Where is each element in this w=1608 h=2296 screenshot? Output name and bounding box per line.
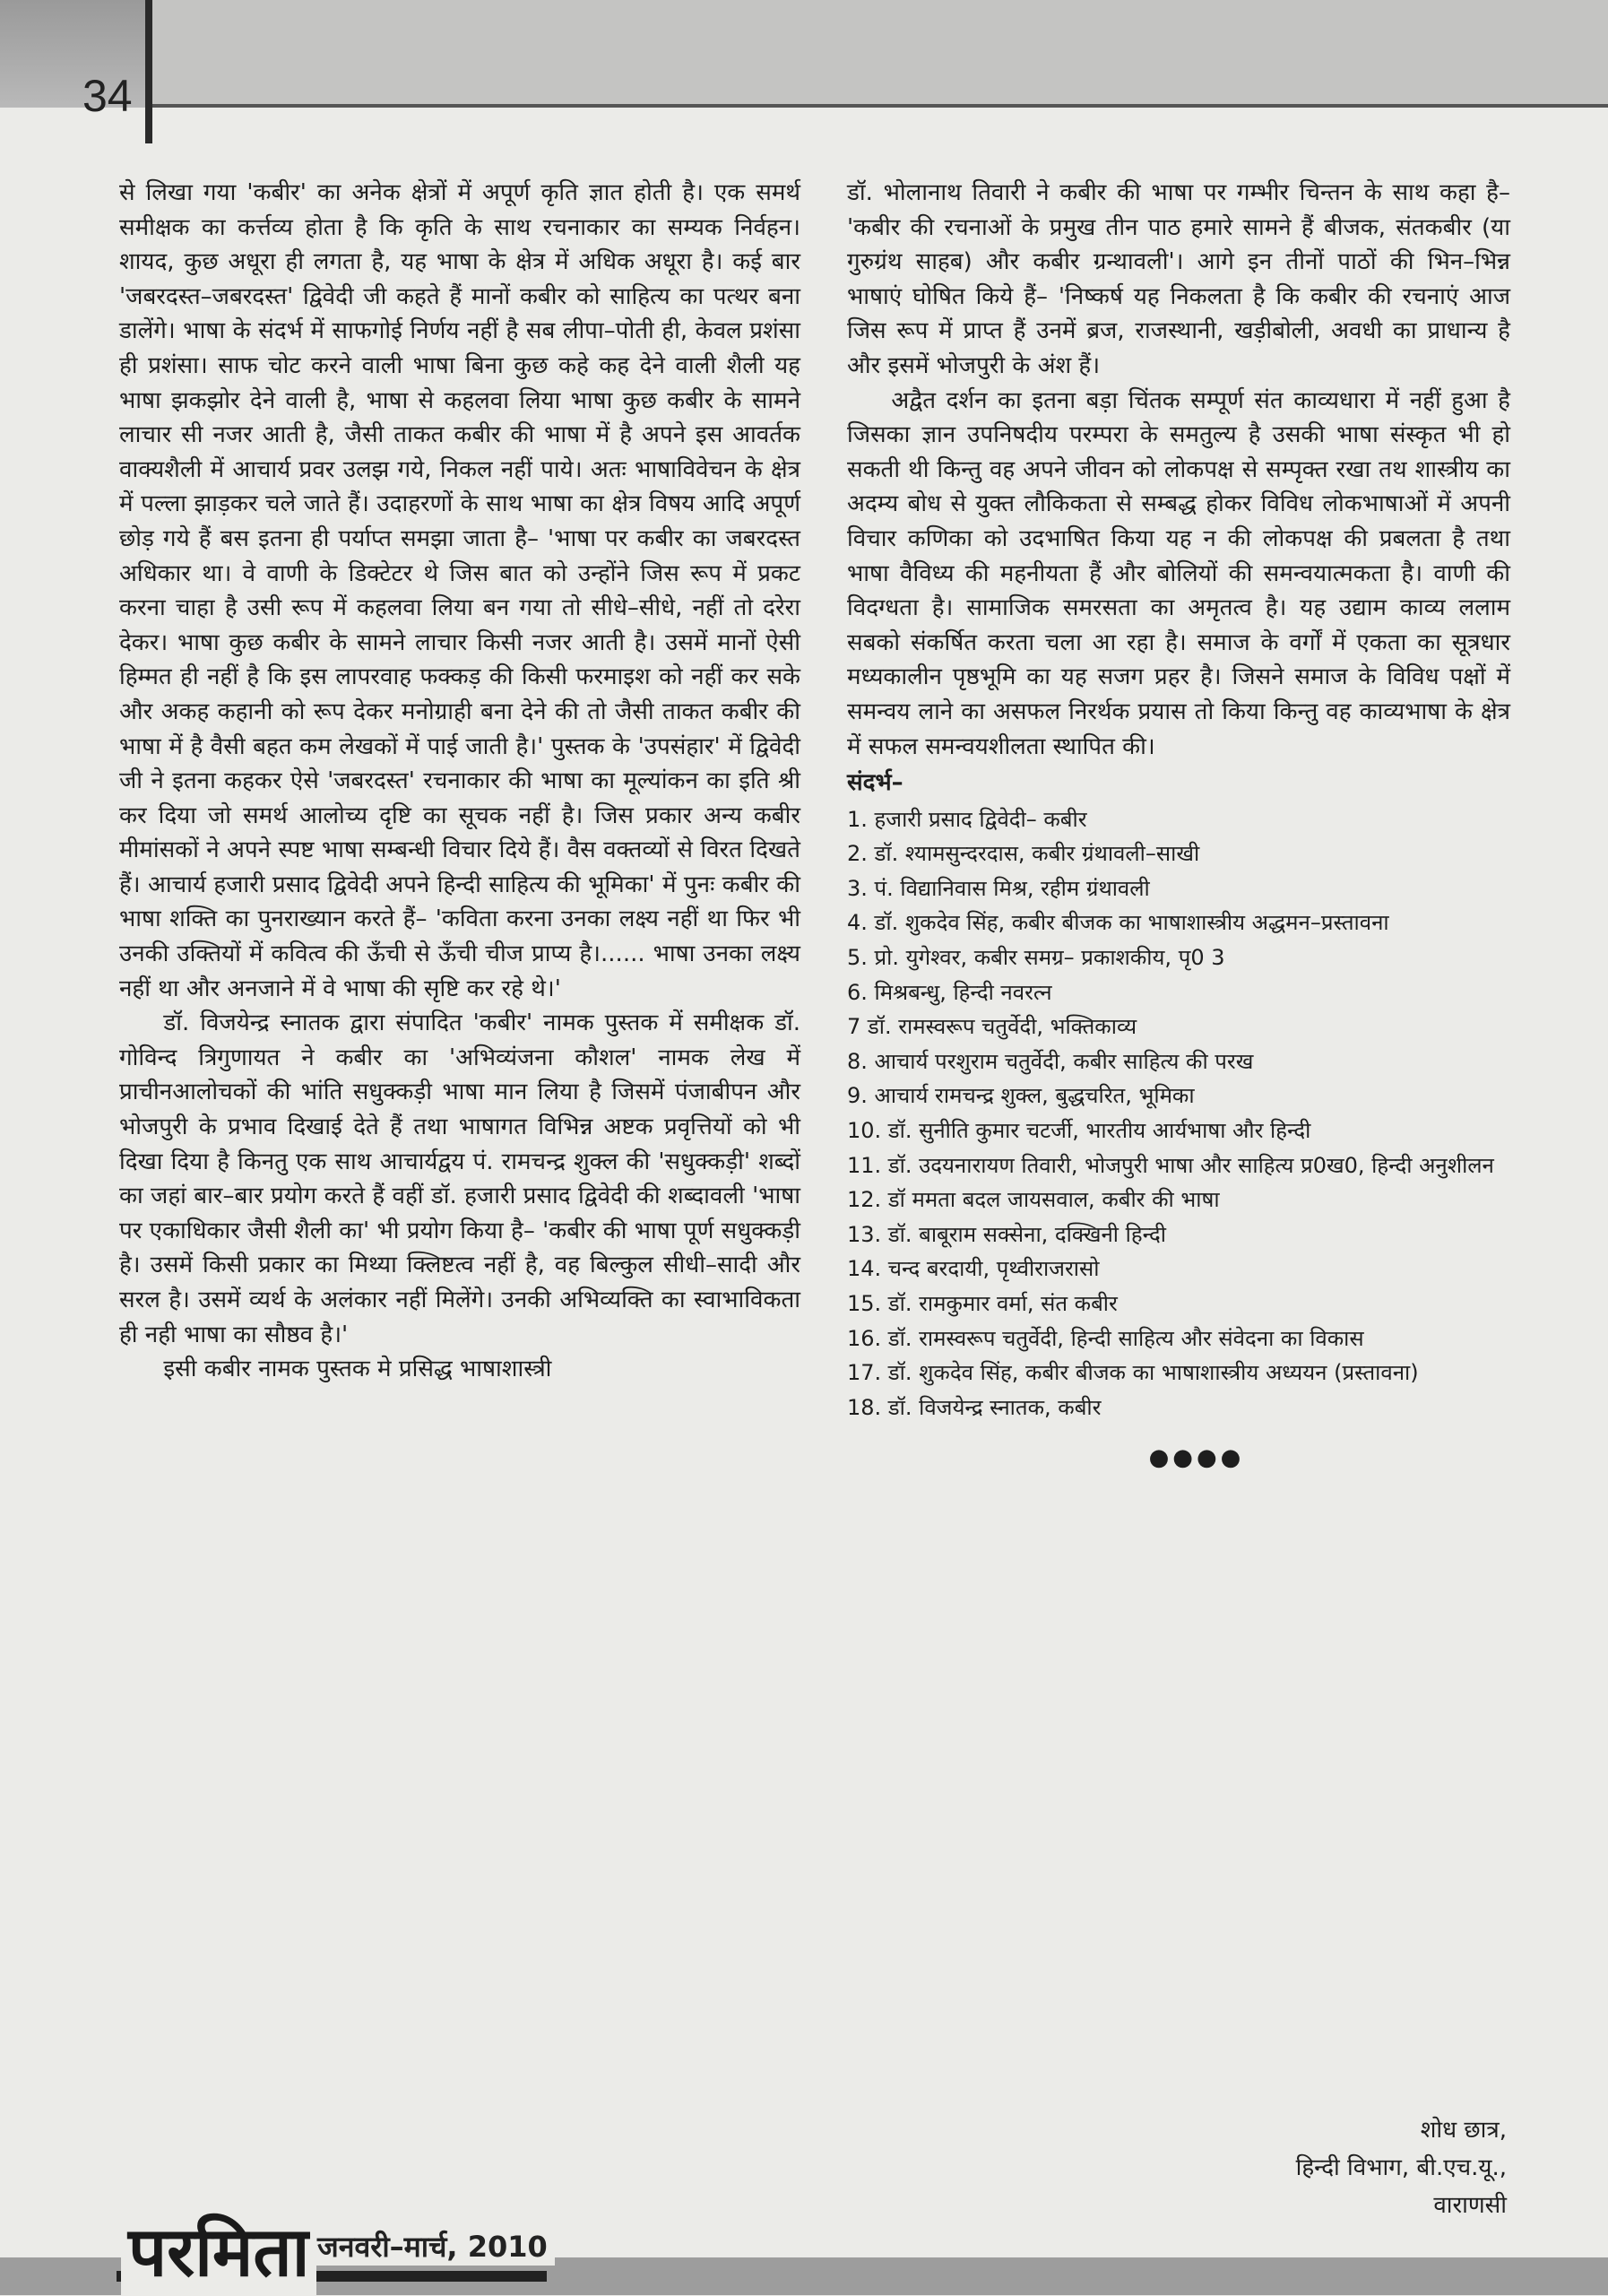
signature-line-2: हिन्दी विभाग, बी.एच.यू., xyxy=(1295,2154,1507,2181)
signature-line-3: वाराणसी xyxy=(1433,2192,1507,2219)
references-heading: संदर्भ– xyxy=(847,769,903,797)
reference-item: 9. आचार्य रामचन्द्र शुक्ल, बुद्धचरित, भूमिका xyxy=(847,1083,1195,1109)
right-paragraph-2: अद्वैत दर्शन का इतना बड़ा चिंतक सम्पूर्ण संत काव्यधारा में नहीं हुआ है जिसका ज्ञान उपनिषदीय परम्परा के समतुल्य है उसकी भाषा संस्कृत भी हो सकती थी किन्तु वह अपने जीवन को लोकपक्ष से सम्पृक्त रखा तथ शास्त्रीय का अदम्य बोध से युक्त लौकिकता से सम्बद्ध होकर विविध लोकभाषाओं में अपनी विचार कणिका को उदभाषित किया यह न की लोकपक्ष की प्रबलता है तथा भाषा वैविध्य की महनीयता हैं और बोलियों की समन्वयात्मकता है। वाणी की विदग्धता है। सामाजिक समरसता का अमृतत्व है। यह उद्याम काव्य ललाम सबको संकर्षित करता चला आ रहा है। समाज के वर्गों में एकता का सूत्रधार मध्यकालीन पृष्ठभूमि का यह सजग प्रहर है। जिसने समाज के विविध पक्षों में समन्वय लाने का असफल निरर्थक प्रयास तो किया किन्तु वह काव्यभाषा के क्षेत्र में सफल समन्वयशीलता स्थापित की। xyxy=(847,386,1510,760)
left-paragraph-1: से लिखा गया 'कबीर' का अनेक क्षेत्रों में अपूर्ण कृति ज्ञात होती है। एक समर्थ समीक्षक का कर्त्तव्य होता है कि कृति के साथ रचनाकार का सम्यक निर्वहन। शायद, कुछ अधूरा ही लगता है, यह भाषा के क्षेत्र में अधिक अधूरा है। कई बार 'जबरदस्त–जबरदस्त' द्विवेदी जी कहते हैं मानों कबीर को साहित्य का पत्थर बना डालेंगे। भाषा के संदर्भ में साफगोई निर्णय नहीं है सब लीपा–पोती ही, केवल प्रशंसा ही प्रशंसा। साफ चोट करने वाली भाषा बिना कुछ कहे कह देने वाली शैली यह भाषा झकझोर देने वाली है, भाषा से कहलवा लिया भाषा कुछ कबीर के सामने लाचार सी नजर आती है, जैसी ताकत कबीर की भाषा में है अपने इस आवर्तक वाक्यशैली में आचार्य प्रवर उलझ गये, निकल नहीं पाये। अतः भाषाविवेचन के क्षेत्र में पल्ला झाड़कर चले जाते हैं। उदाहरणों के साथ भाषा का क्षेत्र विषय आदि अपूर्ण छोड़ गये हैं बस इतना ही पर्याप्त समझा जाता है– 'भाषा पर कबीर का जबरदस्त अधिकार था। वे वाणी के डिक्टेटर थे जिस बात को उन्होंने जिस रूप में प्रकट करना चाहा है उसी रूप में कहलवा लिया बन गया तो सीधे–सीधे, नहीं तो दरेरा देकर। भाषा कुछ कबीर के सामने लाचार किसी नजर आती है। उसमें मानों ऐसी हिम्मत ही नहीं है कि इस लापरवाह फक्कड़ की किसी फरमाइश को नहीं कर सके और अकह कहानी को रूप देकर मनोग्राही बना देने की तो जैसी ताकत कबीर की भाषा में है वैसी बहत कम लेखकों में पाई जाती है।' पुस्तक के 'उपसंहार' में द्विवेदी जी ने इतना कहकर ऐसे 'जबरदस्त' रचनाकार की भाषा का मूल्यांकन का इति श्री कर दिया जो समर्थ आलोच्य दृष्टि का सूचक नहीं है। जिस प्रकार अन्य कबीर मीमांसकों ने अपने स्पष्ट भाषा सम्बन्धी विचार दिये हैं। वैस वक्तव्यों से विरत दिखते हैं। आचार्य हजारी प्रसाद द्विवेदी अपने हिन्दी साहित्य की भूमिका' में पुनः कबीर की भाषा शक्ति का पुनराख्यान करते हैं– 'कविता करना उनका लक्ष्य नहीं था फिर भी उनकी उक्तियों में कवित्व की ऊँची से ऊँची चीज प्राप्य है।...... भाषा उनका लक्ष्य नहीं था और अनजाने में वे भाषा की सृष्टि कर रहे थे।' xyxy=(119,179,800,1002)
reference-item: 4. डॉ. शुकदेव सिंह, कबीर बीजक का भाषाशास्त्रीय अद्धमन–प्रस्तावना xyxy=(847,910,1389,936)
left-paragraph-2: डॉ. विजयेन्द्र स्नातक द्वारा संपादित 'कबीर' नामक पुस्तक में समीक्षक डॉ. गोविन्द त्रिगुणायत ने कबीर का 'अभिव्यंजना कौशल' नामक लेख में प्राचीनआलोचकों की भांति सधुक्कड़ी भाषा मान लिया है जिसमें पंजाबीपन और भोजपुरी के प्रभाव दिखाई देते हैं तथा भाषागत विभिन्न अष्टक प्रवृत्तियों को भी दिखा दिया है किनतु एक साथ आचार्यद्वय पं. रामचन्द्र शुक्ल की 'सधुक्कड़ी' शब्दों का जहां बार–बार प्रयोग करते हैं वहीं डॉ. हजारी प्रसाद द्विवेदी की शब्दावली 'भाषा पर एकाधिकार जैसी शैली का' भी प्रयोग किया है– 'कबीर की भाषा पूर्ण सधुक्कड़ी है। उसमें किसी प्रकार का मिथ्या क्लिष्टत्व नहीं है, वह बिल्कुल सीधी–सादी और सरल है। उसमें व्यर्थ के अलंकार नहीं मिलेंगे। उनकी अभिव्यक्ति का स्वाभाविकता ही नही भाषा का सौष्ठव है।' xyxy=(119,1009,800,1348)
reference-item: 16. डॉ. रामस्वरूप चतुर्वेदी, हिन्दी साहित्य और संवेदना का विकास xyxy=(847,1325,1364,1351)
right-column xyxy=(847,176,1510,1476)
reference-item: 5. प्रो. युगेश्वर, कबीर समग्र– प्रकाशकीय, पृ0 3 xyxy=(847,945,1225,971)
reference-item: 8. आचार्य परशुराम चतुर्वेदी, कबीर साहित्य की परख xyxy=(847,1048,1254,1074)
reference-item: 7 डॉ. रामस्वरूप चतुर्वेदी, भक्तिकाव्य xyxy=(847,1014,1137,1040)
reference-item: 1. हजारी प्रसाद द्विवेदी– कबीर xyxy=(847,806,1087,832)
signature-line-1: शोध छात्र, xyxy=(1420,2117,1507,2144)
reference-item: 12. डॉ ममता बदल जायसवाल, कबीर की भाषा xyxy=(847,1187,1220,1213)
reference-item: 13. डॉ. बाबूराम सक्सेना, दक्खिनी हिन्दी xyxy=(847,1221,1166,1247)
references-list xyxy=(847,802,1510,1425)
header-band-shade xyxy=(145,0,1608,106)
section-separator: ●●●● xyxy=(1148,1444,1245,1472)
reference-item: 6. मिश्रबन्धु, हिन्दी नवरत्न xyxy=(847,979,1052,1005)
reference-item: 11. डॉ. उदयनारायण तिवारी, भोजपुरी भाषा और साहित्य प्र0ख0, हिन्दी अनुशीलन xyxy=(847,1152,1494,1178)
magazine-logo: परमिता xyxy=(121,2204,316,2296)
reference-item: 15. डॉ. रामकुमार वर्मा, संत कबीर xyxy=(847,1291,1118,1316)
author-signature xyxy=(1296,2111,1507,2224)
left-column xyxy=(119,176,800,1387)
reference-item: 17. डॉ. शुकदेव सिंह, कबीर बीजक का भाषाशास्त्रीय अध्ययन (प्रस्तावना) xyxy=(847,1360,1419,1386)
header-rule xyxy=(152,104,1608,108)
reference-item: 18. डॉ. विजयेन्द्र स्नातक, कबीर xyxy=(847,1394,1102,1420)
reference-item: 2. डॉ. श्यामसुन्दरदास, कबीर ग्रंथावली–साखी xyxy=(847,841,1200,867)
page-number: 34 xyxy=(82,71,133,121)
reference-item: 3. पं. विद्यानिवास मिश्र, रहीम ग्रंथावली xyxy=(847,875,1150,901)
issue-date: जनवरी–मार्च, 2010 xyxy=(310,2227,555,2266)
left-paragraph-3: इसी कबीर नामक पुस्तक मे प्रसिद्ध भाषाशास्त्री xyxy=(163,1356,552,1383)
reference-item: 10. डॉ. सुनीति कुमार चटर्जी, भारतीय आर्यभाषा और हिन्दी xyxy=(847,1118,1311,1144)
header-vertical-rule xyxy=(145,0,152,143)
right-paragraph-1: डॉ. भोलानाथ तिवारी ने कबीर की भाषा पर गम्भीर चिन्तन के साथ कहा है– 'कबीर की रचनाओं के प्रमुख तीन पाठ हमारे सामने हैं बीजक, संतकबीर (या गुरुग्रंथ साहब) और कबीर ग्रन्थावली'। आगे इन तीनों पाठों की भिन–भिन्न भाषाएं घोषित किये हैं– 'निष्कर्ष यह निकलता है कि कबीर की रचनाएं आज जिस रूप में प्राप्त हैं उनमें ब्रज, राजस्थानी, खड़ीबोली, अवधी का प्राधान्य है और इसमें भोजपुरी के अंश हैं। xyxy=(847,179,1510,379)
reference-item: 14. चन्द बरदायी, पृथ्वीराजरासो xyxy=(847,1256,1100,1282)
header-band xyxy=(0,0,1608,108)
